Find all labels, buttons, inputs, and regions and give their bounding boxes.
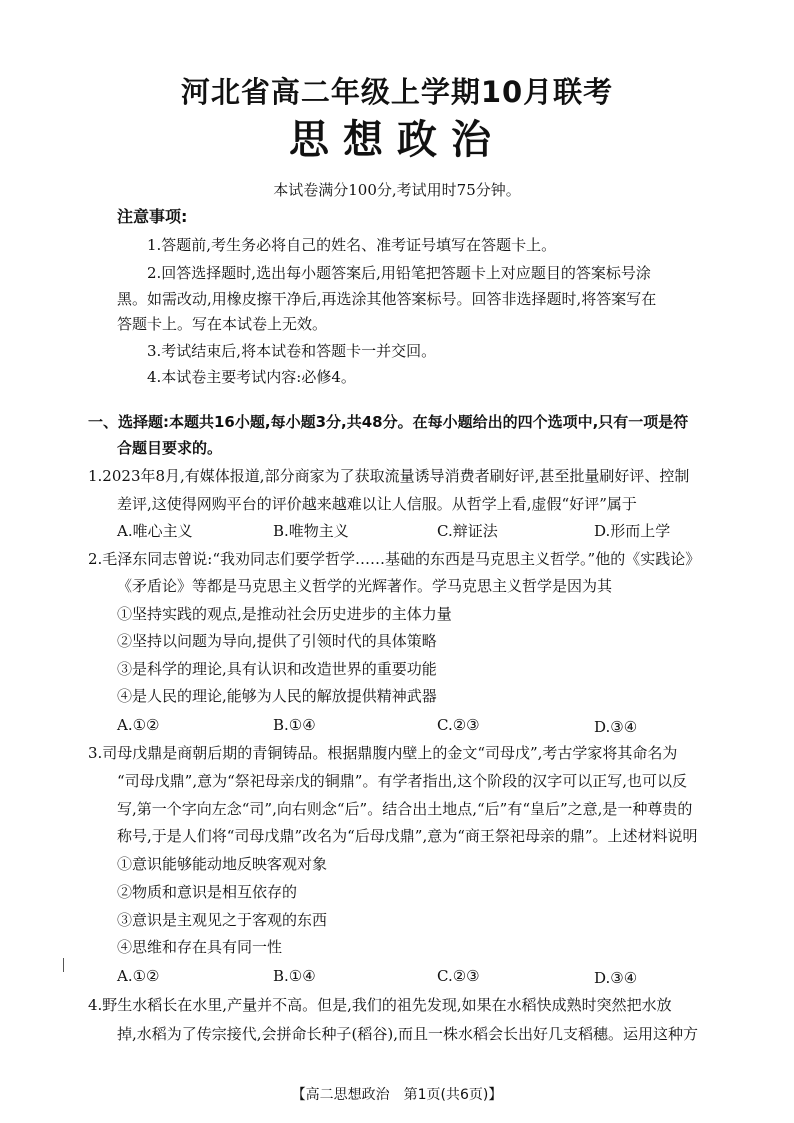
notice-item-2-line-1: 2.回答选择题时,选出每小题答案后,用铅笔把答题卡上对应题目的答案标号涂	[147, 264, 651, 282]
question-2-line-1: 2.毛泽东同志曾说:“我劝同志们要学哲学……基础的东西是马克思主义哲学。”他的《实践论》	[88, 550, 701, 568]
section-heading-line-1: 一、选择题:本题共16小题,每小题3分,共48分。在每小题给出的四个选项中,只有一项是符	[88, 413, 689, 431]
question-1-line-1: 1.2023年8月,有媒体报道,部分商家为了获取流量诱导消费者刷好评,甚至批量刷好评、控制	[88, 467, 690, 485]
notice-item-3: 3.考试结束后,将本试卷和答题卡一并交回。	[147, 342, 437, 360]
exam-title: 河北省高二年级上学期10月联考	[180, 75, 614, 109]
question-3-statement-4: ④思维和存在具有同一性	[117, 938, 283, 956]
question-2-line-2: 《矛盾论》等都是马克思主义哲学的光辉著作。学马克思主义哲学是因为其	[117, 577, 613, 595]
question-3-option-d: D.③④	[594, 969, 638, 987]
notice-item-2-line-2: 黑。如需改动,用橡皮擦干净后,再选涂其他答案标号。回答非选择题时,将答案写在	[117, 290, 657, 308]
question-3-option-b: B.①④	[273, 967, 316, 985]
page-footer: 【高二思想政治 第1页(共6页)】	[291, 1087, 503, 1103]
question-1-option-d: D.形而上学	[594, 522, 671, 540]
question-3-line-3: 写,第一个字向左念“司”,向右则念“后”。结合出土地点,“后”有“皇后”之意,是一种尊贵的	[117, 800, 693, 818]
question-3-statement-2: ②物质和意识是相互依存的	[117, 883, 298, 901]
question-1-option-b: B.唯物主义	[273, 522, 349, 540]
question-3-line-2: “司母戊鼎”,意为“祭祀母亲戊的铜鼎”。有学者指出,这个阶段的汉字可以正写,也可以反	[117, 772, 687, 790]
scan-mark	[63, 958, 64, 972]
question-2-option-c: C.②③	[437, 716, 480, 734]
question-2-statement-3: ③是科学的理论,具有认识和改造世界的重要功能	[117, 660, 437, 678]
question-4-line-2: 掉,水稻为了传宗接代,会拼命长种子(稻谷),而且一株水稻会长出好几支稻穗。运用这种方	[117, 1025, 699, 1043]
notice-title: 注意事项:	[117, 207, 188, 226]
question-3-line-4: 称号,于是人们将“司母戊鼎”改名为“后母戊鼎”,意为“商王祭祀母亲的鼎”。上述材料说明	[117, 827, 698, 845]
question-2-statement-2: ②坚持以问题为导向,提供了引领时代的具体策略	[117, 632, 437, 650]
question-2-option-a: A.①②	[117, 716, 160, 734]
notice-item-1: 1.答题前,考生务必将自己的姓名、准考证号填写在答题卡上。	[147, 236, 557, 254]
question-1-line-2: 差评,这使得网购平台的评价越来越难以让人信服。从哲学上看,虚假“好评”属于	[117, 495, 637, 513]
notice-item-2-line-3: 答题卡上。写在本试卷上无效。	[117, 315, 328, 333]
question-2-option-b: B.①④	[273, 716, 316, 734]
question-3-statement-3: ③意识是主观见之于客观的东西	[117, 911, 328, 929]
score-info: 本试卷满分100分,考试用时75分钟。	[273, 181, 521, 199]
question-3-line-1: 3.司母戊鼎是商朝后期的青铜铸品。根据鼎腹内壁上的金文“司母戊”,考古学家将其命名为	[88, 744, 678, 762]
question-3-option-c: C.②③	[437, 967, 480, 985]
question-3-statement-1: ①意识能够能动地反映客观对象	[117, 855, 328, 873]
question-2-option-d: D.③④	[594, 718, 638, 736]
subject-title: 思想政治	[289, 117, 505, 163]
section-heading-line-2: 合题目要求的。	[117, 439, 223, 457]
notice-item-4: 4.本试卷主要考试内容:必修4。	[147, 368, 356, 386]
question-1-option-c: C.辩证法	[437, 522, 498, 540]
question-1-option-a: A.唯心主义	[117, 522, 193, 540]
question-2-statement-4: ④是人民的理论,能够为人民的解放提供精神武器	[117, 687, 437, 705]
question-2-statement-1: ①坚持实践的观点,是推动社会历史进步的主体力量	[117, 605, 452, 623]
question-4-line-1: 4.野生水稻长在水里,产量并不高。但是,我们的祖先发现,如果在水稻快成熟时突然把水放	[88, 996, 672, 1014]
question-3-option-a: A.①②	[117, 967, 160, 985]
